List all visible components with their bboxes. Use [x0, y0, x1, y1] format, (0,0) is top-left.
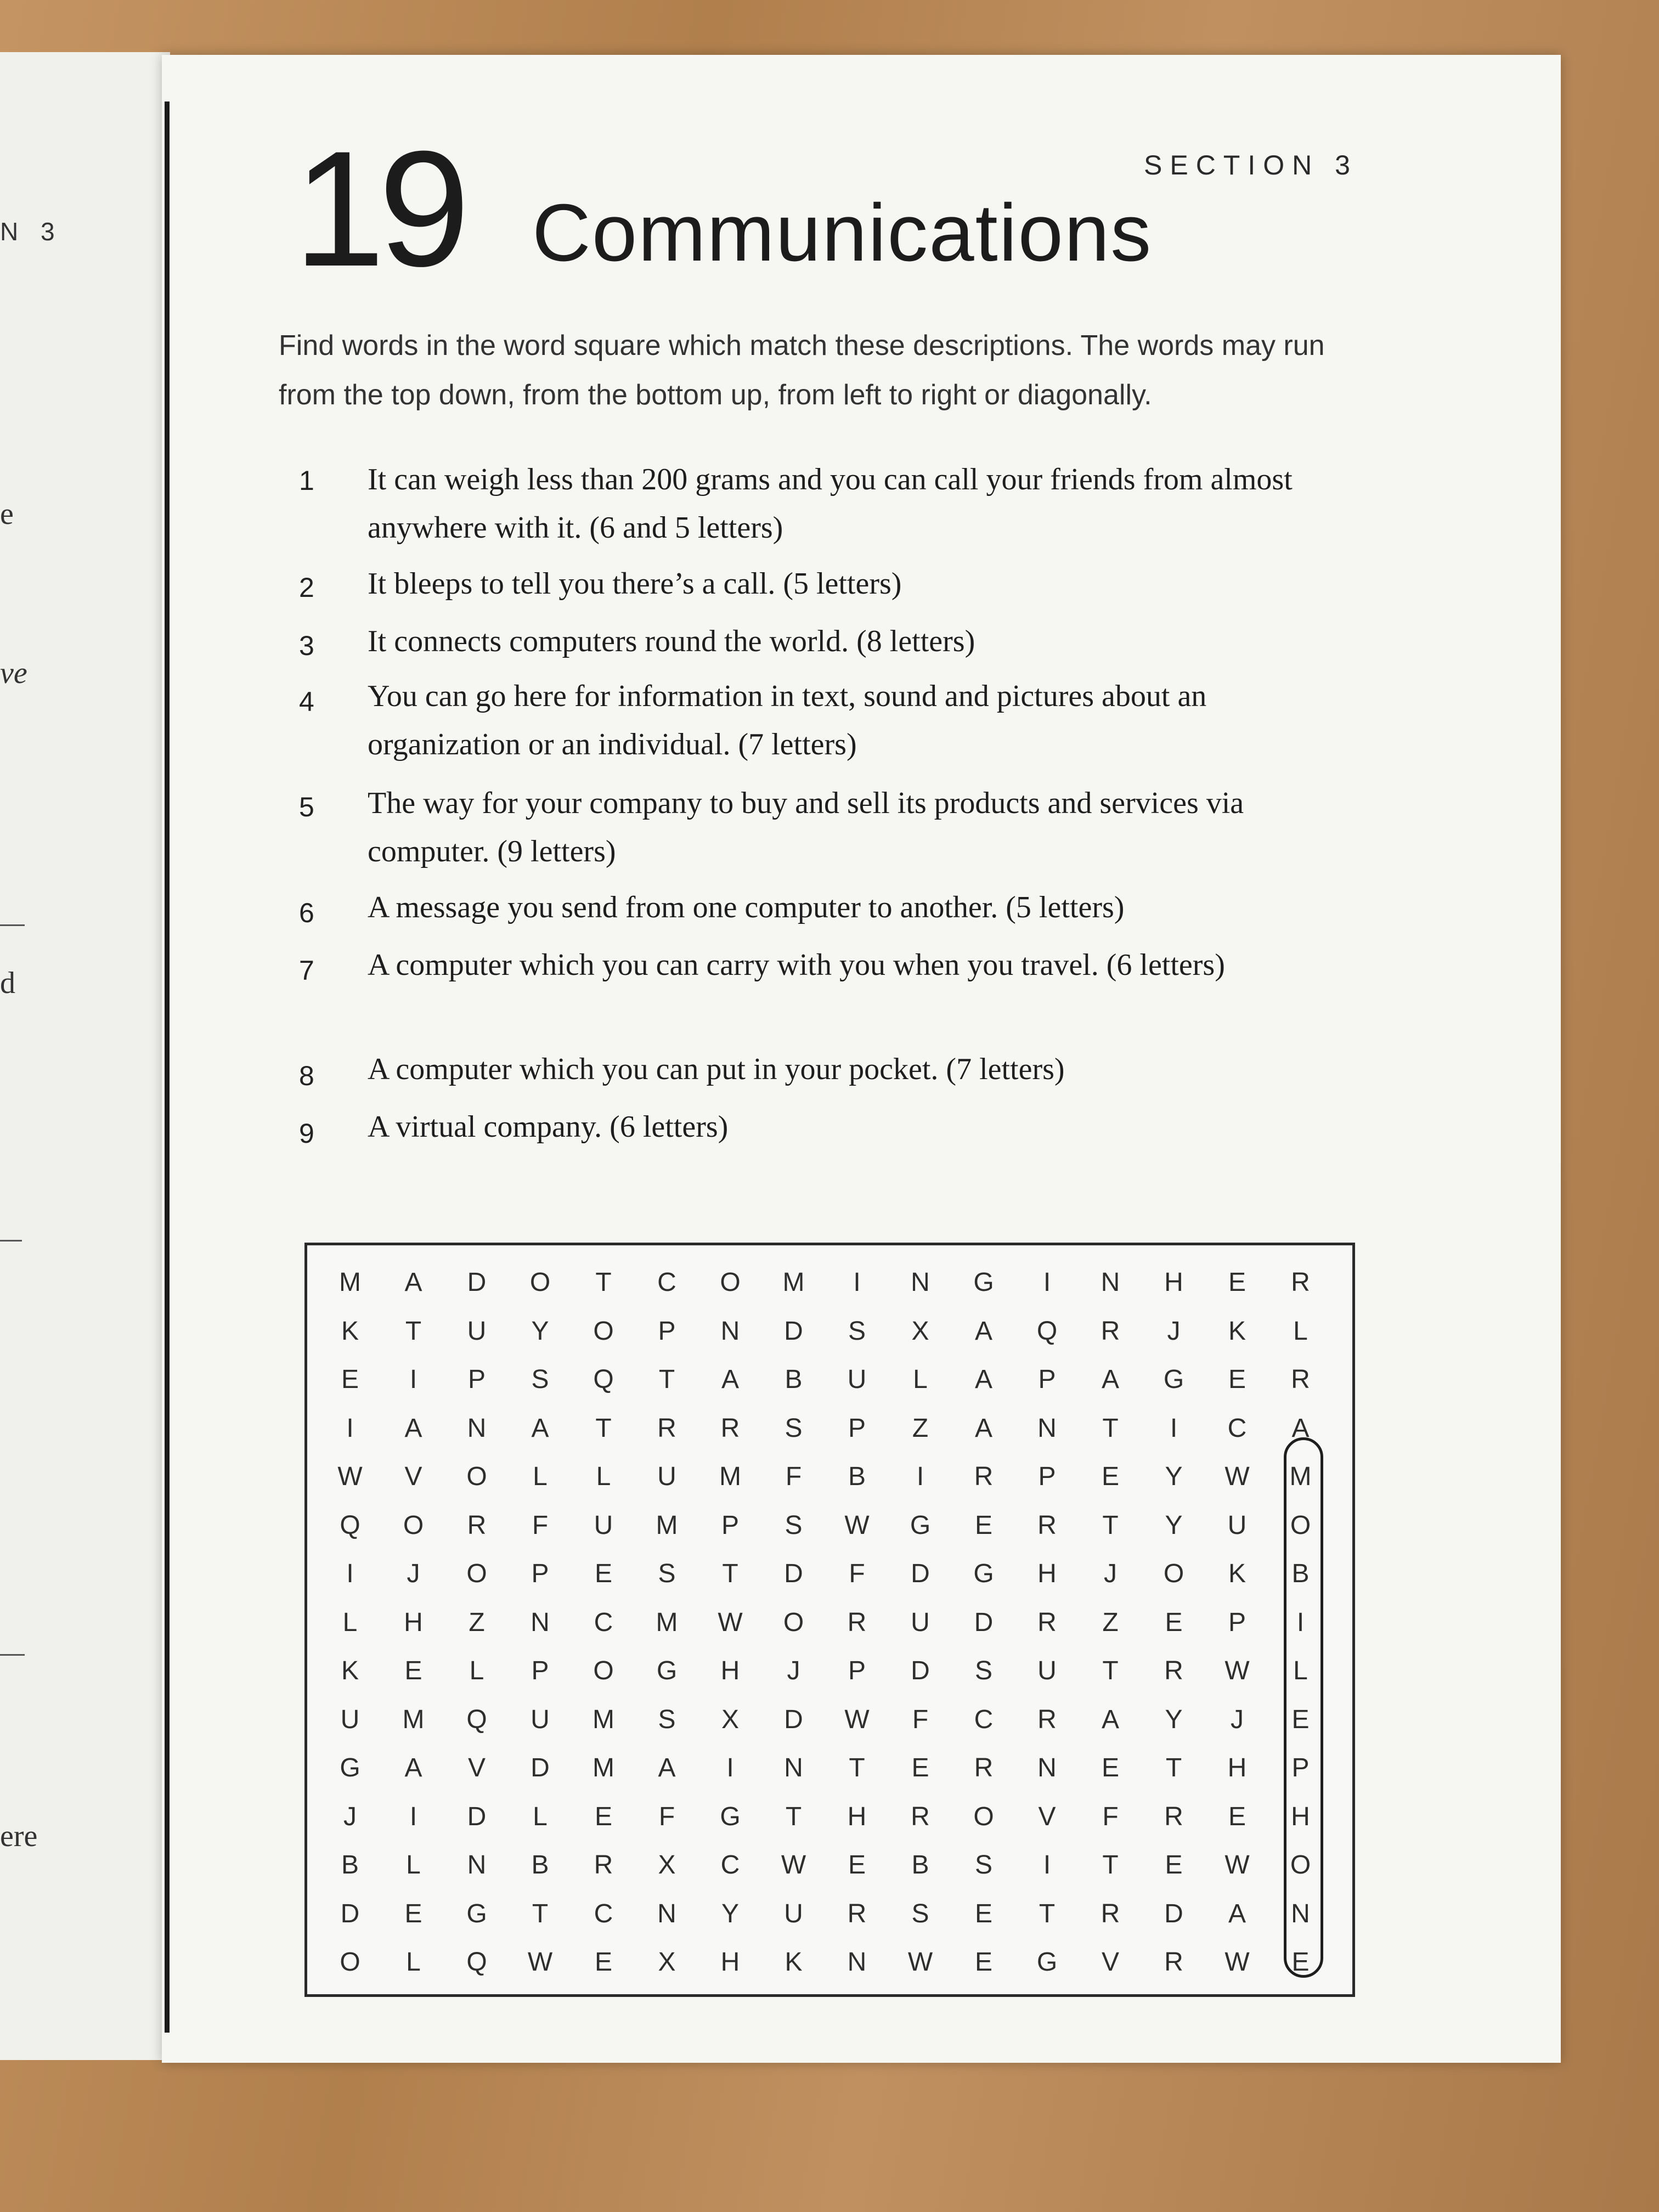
word-square-letter: L [596, 1462, 611, 1491]
word-square-letter: P [721, 1510, 739, 1540]
word-square-letter: A [1291, 1413, 1310, 1443]
word-square-letter: A [404, 1753, 422, 1782]
word-square-letter: P [1228, 1607, 1246, 1637]
word-square-letter: T [1102, 1656, 1119, 1685]
unit-title: Communications [532, 188, 1153, 278]
word-square-letter: D [467, 1802, 487, 1831]
word-square-letter: E [1291, 1948, 1310, 1977]
word-square-letter: D [784, 1559, 803, 1588]
word-square-letter: W [781, 1850, 806, 1880]
word-square-letter: W [907, 1948, 933, 1977]
word-square-letter: K [1228, 1559, 1246, 1588]
word-square-letter: P [1038, 1365, 1056, 1394]
word-square-letter: R [720, 1413, 740, 1443]
word-square-letter: L [342, 1607, 358, 1637]
word-square-letter: X [911, 1316, 929, 1346]
clue-text: It bleeps to tell you there’s a call. (5 letters) [368, 567, 902, 601]
word-square-letter: I [1043, 1850, 1051, 1880]
word-square-letter: C [594, 1607, 613, 1637]
word-square-letter: O [340, 1948, 360, 1977]
word-square-letter: E [1228, 1802, 1246, 1831]
word-square-letter: E [404, 1899, 422, 1928]
word-square-letter: D [531, 1753, 550, 1782]
word-square-letter: W [718, 1607, 743, 1637]
word-square-letter: O [593, 1316, 614, 1346]
section-label: SECTION 3 [1144, 150, 1358, 180]
word-square-letter: F [912, 1705, 929, 1734]
word-square-letter: Q [466, 1948, 487, 1977]
word-square-letter: T [849, 1753, 865, 1782]
word-square-letter: N [1037, 1753, 1057, 1782]
word-square-letter: T [405, 1316, 422, 1346]
word-square-letter: R [1037, 1705, 1057, 1734]
word-square-letter: I [1296, 1607, 1305, 1637]
word-square-letter: U [1227, 1510, 1247, 1540]
word-square-letter: B [1291, 1559, 1310, 1588]
word-square-letter: C [974, 1705, 994, 1734]
word-square-letter: S [531, 1365, 549, 1394]
word-square-letter: A [404, 1268, 422, 1297]
word-square-letter: Y [531, 1316, 549, 1346]
word-square-letter: N [531, 1607, 550, 1637]
word-square-letter: L [913, 1365, 928, 1394]
word-square-letter: U [847, 1365, 867, 1394]
word-square-letter: P [531, 1656, 549, 1685]
word-square-letter: H [720, 1948, 740, 1977]
word-square-letter: E [594, 1948, 612, 1977]
word-square-letter: E [1165, 1850, 1183, 1880]
word-square-letter: T [595, 1413, 612, 1443]
word-square-letter: A [658, 1753, 676, 1782]
word-square-letter: D [1164, 1899, 1183, 1928]
word-square-letter: G [340, 1753, 360, 1782]
word-square-letter: P [467, 1365, 486, 1394]
word-square-letter: G [720, 1802, 741, 1831]
word-square-letter: S [974, 1850, 992, 1880]
left-page-fragment: d [0, 966, 15, 1000]
word-square-letter: M [402, 1705, 425, 1734]
word-square-letter: P [1291, 1753, 1310, 1782]
unit-number: 19 [294, 116, 464, 301]
word-square-letter: S [785, 1510, 803, 1540]
word-square-letter: J [787, 1656, 800, 1685]
word-square-letter: B [341, 1850, 359, 1880]
word-square-letter: I [346, 1559, 354, 1588]
word-square-letter: E [1165, 1607, 1183, 1637]
word-square-letter: W [844, 1705, 870, 1734]
word-square-letter: L [533, 1802, 548, 1831]
word-square-letter: N [784, 1753, 803, 1782]
word-square-letter: M [339, 1268, 361, 1297]
word-square-letter: R [1037, 1607, 1057, 1637]
word-square-letter: I [853, 1268, 861, 1297]
word-square-letter: N [1101, 1268, 1120, 1297]
word-square-letter: G [910, 1510, 931, 1540]
word-square-letter: C [594, 1899, 613, 1928]
word-square-letter: R [1164, 1802, 1183, 1831]
word-square-letter: L [469, 1656, 484, 1685]
clue-text: It can weigh less than 200 grams and you can call your friends from almost anywhere with it. (6 and 5 letters) [368, 462, 1293, 545]
word-square-letter: Q [340, 1510, 360, 1540]
word-square-letter: X [658, 1850, 676, 1880]
word-square-letter: F [532, 1510, 549, 1540]
word-square-letter: O [593, 1656, 614, 1685]
word-square-letter: E [1291, 1705, 1310, 1734]
clue-text: You can go here for information in text, sound and pictures about an organization or an individual. (7 letters) [368, 679, 1207, 761]
word-square-letter: L [1293, 1316, 1308, 1346]
word-square-letter: O [466, 1462, 487, 1491]
word-square-letter: C [1227, 1413, 1247, 1443]
clue-text: A virtual company. (6 letters) [368, 1110, 729, 1144]
word-square-letter: J [1231, 1705, 1244, 1734]
word-square-letter: U [340, 1705, 360, 1734]
word-square-letter: A [1101, 1365, 1119, 1394]
word-square-letter: E [974, 1899, 992, 1928]
word-square-letter: R [1291, 1365, 1310, 1394]
word-square-letter: A [974, 1316, 992, 1346]
word-square-letter: A [1101, 1705, 1119, 1734]
word-square-letter: E [974, 1948, 992, 1977]
word-square-letter: P [531, 1559, 549, 1588]
word-square-letter: N [1291, 1899, 1310, 1928]
clue-number: 2 [299, 572, 314, 603]
word-square-letter: D [784, 1316, 803, 1346]
word-square-letter: S [974, 1656, 992, 1685]
word-square-letter: F [1102, 1802, 1119, 1831]
word-square-letter: W [1224, 1462, 1250, 1491]
word-square-letter: R [1164, 1948, 1183, 1977]
word-square-letter: W [844, 1510, 870, 1540]
clue-number: 8 [299, 1060, 314, 1091]
word-square-letter: H [1164, 1268, 1183, 1297]
clue-number: 3 [299, 630, 314, 661]
word-square-letter: H [1291, 1802, 1310, 1831]
word-square-letter: N [1037, 1413, 1057, 1443]
word-square-letter: P [848, 1413, 866, 1443]
word-square-letter: O [1290, 1850, 1311, 1880]
word-square-letter: R [911, 1802, 930, 1831]
word-square-letter: B [848, 1462, 866, 1491]
word-square-letter: M [592, 1753, 614, 1782]
word-square-letter: C [657, 1268, 676, 1297]
clue-number: 6 [299, 898, 314, 928]
clue-number: 9 [299, 1118, 314, 1149]
word-square-letter: O [1163, 1559, 1184, 1588]
word-square-letter: O [466, 1559, 487, 1588]
word-square-letter: W [1224, 1656, 1250, 1685]
word-square-letter: O [783, 1607, 804, 1637]
clue-text: A message you send from one computer to another. (5 letters) [368, 890, 1125, 924]
word-square-letter: K [341, 1656, 359, 1685]
word-square-letter: Z [1102, 1607, 1119, 1637]
word-square-letter: I [346, 1413, 354, 1443]
word-square-letter: O [529, 1268, 551, 1297]
word-square-letter: W [1224, 1948, 1250, 1977]
word-square-letter: S [911, 1899, 929, 1928]
left-page-rule [0, 924, 25, 926]
word-square-letter: T [658, 1365, 675, 1394]
word-square-letter: E [1228, 1365, 1246, 1394]
word-square-letter: D [974, 1607, 994, 1637]
word-square-letter: V [467, 1753, 486, 1782]
word-square-letter: I [916, 1462, 924, 1491]
word-square-letter: N [467, 1850, 487, 1880]
word-square-letter: S [848, 1316, 866, 1346]
word-square-letter: H [720, 1656, 740, 1685]
word-square-letter: J [407, 1559, 420, 1588]
word-square-letter: G [466, 1899, 487, 1928]
word-square-letter: G [1036, 1948, 1058, 1977]
word-square-letter: R [594, 1850, 613, 1880]
word-square-letter: E [404, 1656, 422, 1685]
clue-text: The way for your company to buy and sell its products and services via computer. (9 letters) [368, 786, 1244, 868]
word-square-letter: H [1037, 1559, 1057, 1588]
word-square-letter: O [1290, 1510, 1311, 1540]
word-square-letter: K [785, 1948, 803, 1977]
left-page-fragment: ve [0, 656, 27, 690]
word-square-letter: N [720, 1316, 740, 1346]
word-square-letter: A [531, 1413, 549, 1443]
word-square-letter: W [527, 1948, 553, 1977]
word-square-letter: Y [1165, 1705, 1183, 1734]
word-square-letter: P [1038, 1462, 1056, 1491]
word-square-letter: I [726, 1753, 734, 1782]
word-square-letter: T [1165, 1753, 1182, 1782]
word-square-letter: F [658, 1802, 675, 1831]
clue-text: A computer which you can put in your pocket. (7 letters) [368, 1052, 1065, 1086]
word-square-letter: K [341, 1316, 359, 1346]
word-square-letter: T [1102, 1413, 1119, 1443]
word-square-letter: R [1037, 1510, 1057, 1540]
word-square-letter: L [1293, 1656, 1308, 1685]
word-square-letter: Y [1165, 1510, 1183, 1540]
word-square-letter: C [720, 1850, 740, 1880]
left-page-fragment: e [0, 497, 14, 531]
word-square-letter: I [1043, 1268, 1051, 1297]
word-square-letter: U [467, 1316, 487, 1346]
word-square-letter: E [1101, 1462, 1119, 1491]
word-square-letter: W [337, 1462, 363, 1491]
word-square-letter: P [658, 1316, 676, 1346]
word-square-letter: E [341, 1365, 359, 1394]
word-square-letter: F [849, 1559, 865, 1588]
word-square-letter: H [404, 1607, 423, 1637]
word-square-letter: E [911, 1753, 929, 1782]
word-square-letter: A [974, 1365, 992, 1394]
word-square-letter: R [1101, 1316, 1120, 1346]
word-square-letter: V [1038, 1802, 1056, 1831]
clue-text: It connects computers round the world. (8 letters) [368, 624, 975, 658]
word-square-letter: F [785, 1462, 802, 1491]
word-square-letter: L [406, 1948, 421, 1977]
word-square-letter: N [467, 1413, 487, 1443]
word-square-letter: O [720, 1268, 741, 1297]
word-square-letter: G [973, 1268, 994, 1297]
word-square-letter: M [1289, 1462, 1312, 1491]
word-square-letter: M [656, 1607, 678, 1637]
word-square-letter: I [409, 1365, 417, 1394]
word-square-letter: R [847, 1607, 867, 1637]
word-square-letter: U [594, 1510, 613, 1540]
word-square-letter: H [1227, 1753, 1247, 1782]
word-square-letter: B [785, 1365, 803, 1394]
left-page-fragment: ere [0, 1819, 38, 1853]
word-square-letter: J [343, 1802, 357, 1831]
word-square-letter: T [532, 1899, 549, 1928]
left-page-rule [0, 1654, 25, 1656]
left-page [0, 52, 170, 2060]
word-square-letter: A [1228, 1899, 1246, 1928]
word-square-letter: D [340, 1899, 360, 1928]
word-square-letter: U [1037, 1656, 1057, 1685]
page-spine-line [165, 101, 170, 2033]
word-square-letter: W [1224, 1850, 1250, 1880]
word-square-letter: S [658, 1705, 676, 1734]
instructions-text: Find words in the word square which match these descriptions. The words may run from the top down, from the bottom up, from left to right or diagonally. [279, 330, 1325, 411]
word-square-letter: M [656, 1510, 678, 1540]
word-square-letter: A [974, 1413, 992, 1443]
word-square-letter: R [974, 1753, 994, 1782]
word-square-letter: Z [912, 1413, 929, 1443]
word-square-letter: E [848, 1850, 866, 1880]
word-square-letter: T [785, 1802, 802, 1831]
word-square-letter: K [1228, 1316, 1246, 1346]
word-square-letter: O [973, 1802, 994, 1831]
word-square-letter: U [911, 1607, 930, 1637]
word-square-letter: E [594, 1559, 612, 1588]
word-square-letter: Y [1165, 1462, 1183, 1491]
word-square-letter: Z [469, 1607, 485, 1637]
word-square-letter: G [973, 1559, 994, 1588]
word-square-letter: M [592, 1705, 614, 1734]
word-square-letter: R [1164, 1656, 1183, 1685]
word-square-letter: G [1163, 1365, 1184, 1394]
clue-text: A computer which you can carry with you when you travel. (6 letters) [368, 948, 1225, 982]
word-square-letter: B [531, 1850, 549, 1880]
word-square-letter: S [658, 1559, 676, 1588]
word-square-letter: G [656, 1656, 678, 1685]
word-square-letter: U [784, 1899, 803, 1928]
left-page-header-fragment: N 3 [0, 217, 63, 246]
word-square-letter: V [1101, 1948, 1119, 1977]
word-square-letter: Q [1036, 1316, 1058, 1346]
word-square-letter: T [1102, 1510, 1119, 1540]
word-square-letter: R [657, 1413, 676, 1443]
word-square-letter: J [1167, 1316, 1181, 1346]
word-square-letter: U [657, 1462, 676, 1491]
word-square-letter: N [847, 1948, 867, 1977]
word-square-letter: A [404, 1413, 422, 1443]
word-square-letter: Q [466, 1705, 487, 1734]
word-square-letter: Q [593, 1365, 614, 1394]
left-page-rule [0, 1240, 22, 1242]
word-square-letter: T [1039, 1899, 1056, 1928]
word-square-letter: R [974, 1462, 994, 1491]
word-square-letter: D [911, 1656, 930, 1685]
word-square-letter: X [721, 1705, 739, 1734]
word-square-letter: T [1102, 1850, 1119, 1880]
word-square-letter: O [403, 1510, 424, 1540]
word-square-letter: E [974, 1510, 992, 1540]
clue-number: 4 [299, 686, 314, 717]
word-square-letter: X [658, 1948, 676, 1977]
word-square-letter: Y [721, 1899, 739, 1928]
word-square-letter: I [1170, 1413, 1178, 1443]
clue-number: 7 [299, 955, 314, 986]
word-square-letter: T [722, 1559, 738, 1588]
word-square-letter: L [533, 1462, 548, 1491]
word-square-letter: M [782, 1268, 805, 1297]
word-square-letter: P [848, 1656, 866, 1685]
word-square-letter: S [785, 1413, 803, 1443]
word-square-letter: D [467, 1268, 487, 1297]
word-square-letter: R [847, 1899, 867, 1928]
word-square-letter: N [657, 1899, 676, 1928]
word-square-letter: D [784, 1705, 803, 1734]
word-square-letter: B [911, 1850, 929, 1880]
word-square-letter: E [1101, 1753, 1119, 1782]
clue-number: 1 [299, 465, 314, 496]
word-square-letter: E [1228, 1268, 1246, 1297]
word-square-letter: H [847, 1802, 867, 1831]
word-square-letter: D [911, 1559, 930, 1588]
word-square-letter: E [594, 1802, 612, 1831]
word-square-letter: V [404, 1462, 422, 1491]
word-square-letter: R [1291, 1268, 1310, 1297]
word-square-letter: A [721, 1365, 739, 1394]
word-square-letter: M [719, 1462, 741, 1491]
word-square-letter: T [595, 1268, 612, 1297]
word-square-letter: N [911, 1268, 930, 1297]
word-square-letter: L [406, 1850, 421, 1880]
clue-number: 5 [299, 792, 314, 822]
circled-answer-mobilephone [1284, 1437, 1323, 1978]
word-square-letter: I [409, 1802, 417, 1831]
word-square-letter: R [467, 1510, 487, 1540]
word-square-letter: J [1104, 1559, 1117, 1588]
word-square-letter: U [531, 1705, 550, 1734]
word-square-letter: R [1101, 1899, 1120, 1928]
